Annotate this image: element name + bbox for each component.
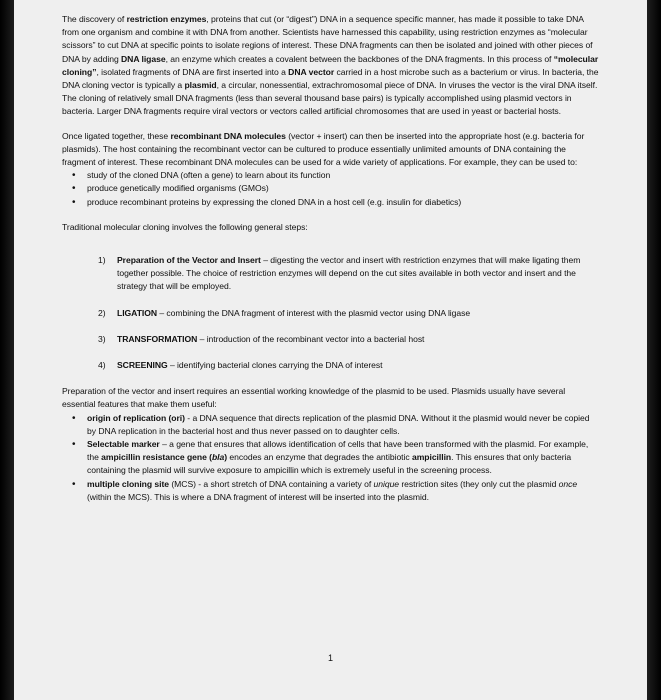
step-title: Preparation of the Vector and Insert bbox=[117, 255, 261, 266]
text-run: , isolated fragments of DNA are first inserted into a bbox=[96, 66, 289, 77]
text-run: (MCS) - a short stretch of DNA containing a variety of bbox=[169, 478, 374, 489]
cloning-steps-list bbox=[62, 254, 599, 372]
step-number: 1) bbox=[98, 255, 106, 266]
step-item bbox=[62, 307, 599, 320]
list-item bbox=[62, 438, 599, 478]
step-title: SCREENING bbox=[117, 360, 168, 371]
list-item bbox=[62, 412, 599, 438]
text-run: The discovery of bbox=[62, 14, 127, 24]
step-item bbox=[62, 359, 599, 372]
steps-intro: Traditional molecular cloning involves the following general steps: bbox=[62, 221, 308, 232]
document-page bbox=[14, 0, 647, 700]
term-dna-ligase: DNA ligase bbox=[121, 53, 166, 64]
term-recombinant-dna: recombinant DNA molecules bbox=[170, 130, 286, 141]
step-title: TRANSFORMATION bbox=[117, 333, 198, 344]
text-run: encodes an enzyme that degrades the antibiotic bbox=[227, 452, 412, 463]
text-run: , an enzyme which creates a covalent between the backbones of the DNA fragments. In this process of bbox=[165, 53, 554, 64]
page-number: 1 bbox=[328, 653, 333, 663]
step-number: 4) bbox=[98, 360, 106, 371]
step-text: – combining the DNA fragment of interest with the plasmid vector using DNA ligase bbox=[157, 307, 471, 318]
plasmid-features-list bbox=[62, 412, 599, 504]
text-run: (within the MCS). This is where a DNA fragment of interest will be inserted into the plasmid. bbox=[87, 491, 429, 502]
scan-edge-right bbox=[647, 0, 661, 700]
step-text: – introduction of the recombinant vector into a bacterial host bbox=[197, 333, 425, 344]
text-run: – a gene that ensures that allows identification of cells that have been transformed with the plasmid. For example, the bbox=[87, 439, 589, 463]
list-item bbox=[62, 478, 599, 504]
term-restriction-enzymes: restriction enzymes bbox=[126, 14, 207, 24]
term-molecular-cloning: “molecular cloning” bbox=[62, 53, 599, 77]
term-dna-vector: DNA vector bbox=[288, 66, 335, 77]
step-text: – identifying bacterial clones carrying the DNA of interest bbox=[167, 360, 383, 371]
term-selectable-marker: Selectable marker bbox=[87, 439, 160, 450]
list-item: • produce genetically modified organisms (GMOs) bbox=[62, 182, 599, 195]
list-item: • produce recombinant proteins by expressing the cloned DNA in a host cell (e.g. insulin for diabetics) bbox=[62, 196, 599, 209]
text-run: , a circular, nonessential, extrachromosomal piece of DNA. In viruses the vector is the viral DNA itself. The cloning of relatively small DNA fragments (less than several thousand base pairs) is typically accomplished using plasmid vectors in bacteria. Larger DNA fragments require viral vectors or vectors called artificial chromosomes that are used in yeast or bacterial hosts. bbox=[62, 80, 598, 117]
emphasis-unique: unique bbox=[373, 478, 400, 489]
term-plasmid: plasmid bbox=[184, 80, 217, 91]
step-text: – digesting the vector and insert with restriction enzymes that will make ligating them together possible. The choice of restriction enzymes will depend on the cut sites available in both vector and insert and the strategy that will be employed. bbox=[117, 255, 581, 292]
emphasis-once: once bbox=[558, 478, 578, 489]
step-item bbox=[62, 333, 599, 346]
uses-list bbox=[62, 169, 599, 209]
text-run: ) bbox=[224, 452, 228, 463]
scan-edge-left bbox=[0, 0, 14, 700]
step-item bbox=[62, 254, 599, 294]
recombinant-paragraph bbox=[62, 130, 599, 170]
term-multiple-cloning-site: multiple cloning site bbox=[87, 478, 170, 489]
text-run: , proteins that cut (or “digest”) DNA in a sequence specific manner, has made it possible to take DNA from one organism and combine it with DNA from another. Scientists have harnessed this capability, using restriction enzymes as “molecular scissors” to cut DNA at specific points to isolate regions of interest. These DNA fragments can then be isolated and joined with other pieces of DNA by adding bbox=[62, 14, 593, 64]
text-run: . This ensures that only bacteria containing the plasmid will survive exposure to ampicillin which is extremely useful in the screening process. bbox=[87, 452, 572, 476]
text-run: Once ligated together, these bbox=[62, 130, 171, 141]
text-run: carried in a host microbe such as a bacterium or virus. In bacteria, the DNA cloning vector is typically a bbox=[62, 66, 599, 91]
text-run: restriction sites (they only cut the plasmid bbox=[399, 478, 559, 489]
term-ampicillin-gene: ampicillin resistance gene ( bbox=[101, 452, 212, 463]
term-bla: bla bbox=[211, 452, 225, 463]
step-title: LIGATION bbox=[117, 307, 158, 318]
term-origin-of-replication: origin of replication (ori) bbox=[87, 412, 185, 423]
list-item: • study of the cloned DNA (often a gene) to learn about its function bbox=[62, 169, 599, 182]
step-number: 2) bbox=[98, 307, 106, 318]
step-number: 3) bbox=[98, 333, 106, 344]
intro-paragraph bbox=[62, 13, 599, 119]
plasmid-features-intro: Preparation of the vector and insert requires an essential working knowledge of the plasmid to be used. Plasmids usually have several essential features that make them useful: bbox=[62, 386, 566, 410]
term-ampicillin: ampicillin bbox=[411, 452, 452, 463]
text-run: (vector + insert) can then be inserted into the appropriate host (e.g. bacteria for plasmids). The host containing the recombinant vector can be cultured to produce essentially unlimited amounts of DNA containing the fragment of interest. These recombinant DNA molecules can be used for a wide variety of applications. For example, they can be used to: bbox=[62, 130, 585, 168]
text-run: - a DNA sequence that directs replication of the plasmid DNA. Without it the plasmid would never be copied by DNA replication in the bacterial host and thus never passed on to daughter cells. bbox=[87, 412, 590, 436]
